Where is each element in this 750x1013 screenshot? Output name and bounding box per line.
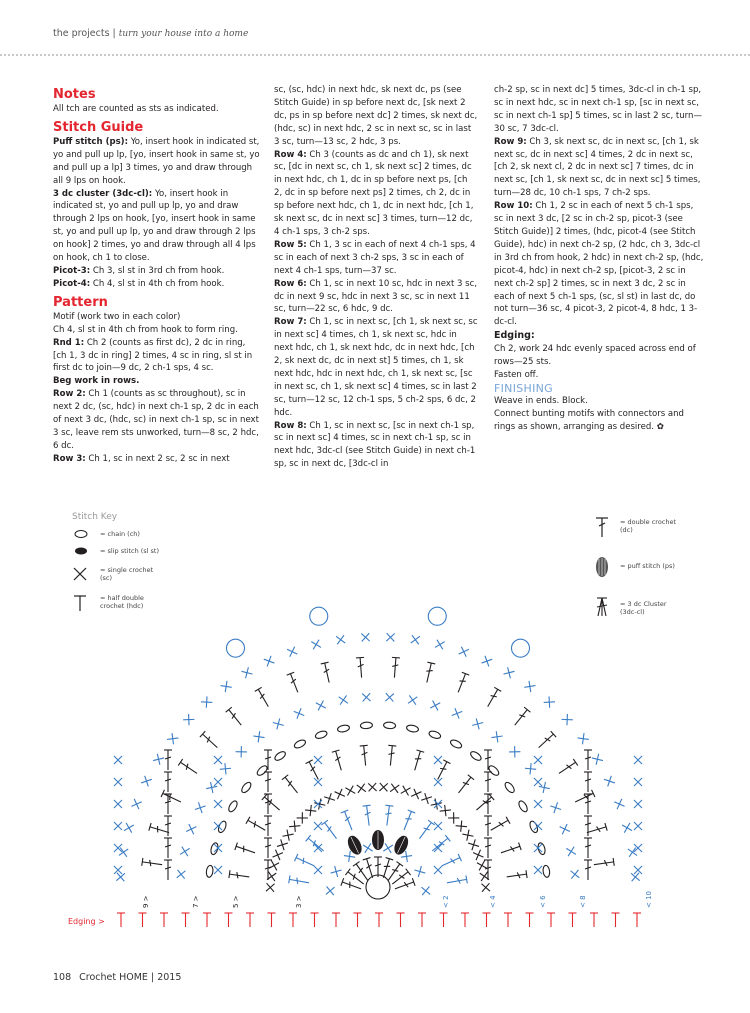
- row-10: Row 10: Ch 1, 2 sc in each of next 5 ch-1 sps, sc in next 3 dc, [2 sc in ch-2 sp, picot-3 (see Stitch Guide)] 2 times, (hdc, picot-4 (see Stitch Guide), hdc) in next ch-2 sp, (2 hdc, ch 3, 3dc-cl in 3rd ch from hook, 2 hdc) in next ch-2 sp, (hdc, picot-4, hdc) in next ch-2 sp, [picot-3, 2 sc in next ch-2 sp] 2 times, sc in next 3 dc, 2 sc in each of next 5 ch-1 sps, (sc, sl st) in last dc, do not turn—36 sc, 4 picot-3, 2 picot-4, 8 hdc, 1 3-dc-cl.: [494, 201, 704, 328]
- header-tagline: turn your house into a home: [118, 29, 249, 39]
- hdc-mark: [225, 913, 233, 927]
- ch-mark: [314, 730, 327, 740]
- sc-mark: [472, 718, 483, 729]
- hdc-mark: [375, 913, 383, 927]
- ch-mark: [240, 781, 253, 794]
- hdc-mark: [483, 913, 491, 927]
- row-label: 5 >: [232, 895, 240, 908]
- sc-mark: [550, 802, 561, 813]
- sc-mark: [201, 696, 212, 707]
- header-separator: |: [112, 28, 116, 39]
- hdc-mark: [418, 913, 426, 927]
- picot-mark: [310, 607, 328, 625]
- sc-mark: [357, 784, 366, 793]
- sc-mark: [430, 700, 440, 710]
- hdc-mark: [547, 913, 555, 927]
- dc-mark: [282, 775, 301, 796]
- sc-mark: [431, 799, 442, 810]
- ch-mark: [256, 764, 269, 777]
- sc-mark: [473, 850, 483, 860]
- sc-mark: [634, 778, 642, 786]
- dc-mark: [584, 838, 592, 858]
- sc-mark: [452, 708, 463, 719]
- sc-mark: [114, 822, 122, 830]
- sc-mark: [277, 839, 288, 850]
- dc-mark: [446, 875, 467, 886]
- ch-mark: [449, 738, 463, 749]
- sc-mark: [634, 756, 642, 764]
- guide-picot3: Picot-3: Ch 3, sl st in 3rd ch from hook.: [53, 265, 225, 276]
- row-4: Row 4: Ch 3 (counts as dc and ch 1), sk next sc, [dc in next sc, ch 1, sk next sc] 2 times, dc in next hdc, ch 1, dc in sp before next ps, [ch 2, dc in sp before next ps] 2 times, ch 2, dc in sp before next hdc, ch 1, dc in next hdc, [ch 1, sk next sc, dc in next sc] 3 times, turn—12 dc, 4 ch-1 sps, 3 ch-2 sps.: [274, 149, 474, 237]
- sc-mark: [220, 763, 231, 774]
- dc-mark: [229, 870, 250, 881]
- sc-mark: [560, 824, 570, 834]
- sc-mark: [124, 823, 134, 833]
- dc-mark: [341, 810, 356, 832]
- dc-mark: [164, 860, 172, 880]
- pattern-intro: Motif (work two in each color): [53, 311, 181, 322]
- dc-mark: [500, 843, 522, 857]
- sc-mark: [339, 695, 348, 704]
- row-8-cont: ch-2 sp, sc in next dc] 5 times, 3dc-cl in ch-1 sp, sc in next hdc, sc in next ch-1 sp, [sc in next sc, sc in next ch-1 sp] 5 times, sc in last 2 sc, turn—30 sc, 7 3dc-cl.: [494, 85, 703, 134]
- sc-mark: [195, 802, 206, 813]
- sc-mark: [435, 640, 445, 650]
- key-chain: = chain (ch): [100, 530, 140, 538]
- dc-mark: [289, 875, 310, 886]
- sc-mark: [221, 681, 232, 692]
- key-slip: = slip stitch (sl st): [100, 547, 159, 555]
- dc-mark: [264, 772, 272, 792]
- sc-mark: [114, 778, 122, 786]
- dc-mark: [484, 687, 501, 708]
- row-9: Row 9: Ch 3, sk next sc, dc in next sc, [ch 1, sk next sc, dc in next sc] 4 times, 2 dc in next sc, [ch 2, sk next cl, 2 dc in next sc] 7 times, dc in next sc, [ch 1, sk next sc, dc in next sc] 5 times, turn—28 dc, 10 ch-1 sps, 7 ch-2 sps.: [494, 136, 701, 199]
- dc-mark: [430, 835, 451, 854]
- sc-mark: [614, 799, 624, 809]
- text-column-2: [274, 84, 478, 471]
- key-sc: = single crochet (sc): [100, 566, 160, 582]
- sc-mark: [534, 800, 542, 808]
- sc-mark: [434, 822, 442, 830]
- sc-mark: [592, 754, 603, 765]
- ch-mark: [227, 800, 239, 814]
- center-ring: [366, 875, 390, 899]
- dc-mark: [386, 745, 396, 766]
- sc-mark: [534, 778, 542, 786]
- sc-mark: [289, 821, 300, 832]
- hdc-mark: [633, 913, 641, 927]
- sc-mark: [534, 866, 542, 874]
- hdc-mark: [569, 913, 577, 927]
- ch-mark: [487, 764, 500, 777]
- dc-mark: [246, 817, 267, 834]
- sc-mark: [491, 731, 502, 742]
- sc-mark: [534, 756, 542, 764]
- row-label: < 4: [489, 895, 497, 908]
- stitch-key-title: Stitch Key: [72, 512, 118, 522]
- dc-mark: [573, 790, 595, 806]
- sc-mark: [566, 847, 576, 857]
- sc-mark: [468, 839, 479, 850]
- sc-mark: [504, 667, 515, 678]
- sc-mark: [153, 754, 164, 765]
- sc-mark: [434, 866, 442, 874]
- dc-mark: [383, 805, 393, 826]
- sc-mark: [411, 635, 420, 644]
- footer-separator: |: [150, 972, 155, 983]
- ps-mark: [372, 830, 384, 850]
- sc-mark: [411, 789, 421, 799]
- rnd-1: Rnd 1: Ch 2 (counts as first dc), 2 dc in ring, [ch 1, 3 dc in ring] 2 times, 4 sc in ring, sl st in first dc to join—9 dc, 2 ch-1 sps, 4 sc.: [53, 337, 253, 374]
- dc-mark: [306, 760, 322, 781]
- ch-mark: [273, 750, 286, 762]
- hdc-mark: [246, 913, 254, 927]
- sc-mark: [368, 783, 376, 791]
- dc-mark: [356, 657, 365, 678]
- sc-mark: [634, 822, 642, 830]
- dc-mark: [584, 750, 592, 770]
- sc-mark: [421, 886, 430, 895]
- sc-mark: [167, 733, 178, 744]
- dc-mark: [142, 858, 163, 869]
- picot-mark: [227, 639, 245, 657]
- sc-mark: [524, 681, 535, 692]
- dc-mark: [287, 672, 302, 694]
- sc-mark: [214, 800, 222, 808]
- sc-mark: [448, 812, 459, 823]
- sc-mark: [294, 708, 305, 719]
- dc-mark: [235, 843, 257, 857]
- row-6: Row 6: Ch 1, sc in next 10 sc, hdc in next 3 sc, dc in next 9 sc, hdc in next 3 sc, sc in next 11 sc, turn—22 sc, 6 hdc, 9 dc.: [274, 278, 478, 315]
- sc-mark: [177, 870, 186, 879]
- finishing-2: Connect bunting motifs with connectors and rings as shown, arranging as desired. ✿: [494, 408, 684, 432]
- guide-puff: Puff stitch (ps): Yo, insert hook in indicated st, yo and pull up lp, [yo, insert hook in same st, yo and pull up a lp] 3 times, yo and draw through all 9 lps on hook.: [53, 136, 260, 186]
- hdc-mark: [612, 913, 620, 927]
- dc-mark: [164, 772, 172, 792]
- sc-mark: [525, 763, 536, 774]
- publication-name: Crochet HOME: [79, 972, 148, 983]
- dc-mark: [149, 823, 170, 836]
- sc-mark: [482, 656, 493, 667]
- row-5: Row 5: Ch 1, 3 sc in each of next 4 ch-1 sps, 4 sc in each of next 3 ch-2 sps, 3 sc in each of next 4 ch-1 sps, turn—37 sc.: [274, 239, 476, 276]
- hdc-mark: [268, 913, 276, 927]
- dc-mark: [536, 731, 556, 750]
- picot-mark: [512, 639, 530, 657]
- sc-mark: [456, 821, 467, 832]
- dc-mark: [264, 838, 272, 858]
- hdc-mark: [139, 913, 147, 927]
- page-footer: [53, 972, 181, 983]
- row-3: Row 3: Ch 1, sc in next 2 sc, 2 sc in next: [53, 453, 230, 464]
- dc-mark: [164, 816, 172, 836]
- hdc-mark: [182, 913, 190, 927]
- sc-mark: [628, 848, 637, 857]
- row-8: Row 8: Ch 1, sc in next sc, [sc in next ch-1 sp, sc in next sc] 4 times, sc in next ch-1 sp, sc in next hdc, 3dc-cl (see Stitch Guide) in next ch-1 sp, sc in next dc, [3dc-cl in: [274, 420, 476, 470]
- ch-mark: [517, 800, 529, 814]
- hdc-mark: [397, 913, 405, 927]
- stitch-guide-heading: Stitch Guide: [53, 119, 144, 135]
- dc-mark: [489, 817, 510, 834]
- hdc-mark: [461, 913, 469, 927]
- dc-mark: [161, 790, 183, 806]
- sc-mark: [186, 824, 196, 834]
- notes-text: All tch are counted as sts as indicated.: [53, 104, 219, 114]
- dc-mark: [484, 750, 492, 770]
- end-mark-icon: ✿: [656, 421, 664, 432]
- dc-mark: [484, 838, 492, 858]
- dc-mark: [557, 759, 578, 777]
- pattern-heading: Pattern: [53, 294, 108, 310]
- sc-mark: [481, 883, 490, 892]
- hdc-mark: [590, 913, 598, 927]
- sc-mark: [316, 700, 326, 710]
- ch-mark: [428, 730, 441, 740]
- dc-mark: [454, 672, 469, 694]
- dc-mark: [264, 816, 272, 836]
- dc-mark: [306, 835, 327, 854]
- sc-mark: [114, 800, 122, 808]
- chart-marks: [114, 607, 642, 927]
- dc-mark: [411, 750, 424, 771]
- dc-mark: [200, 731, 220, 750]
- row-labels: [142, 891, 653, 908]
- sc-mark: [401, 786, 411, 796]
- sc-mark: [631, 873, 640, 882]
- dc-mark: [584, 860, 592, 880]
- dc-mark: [484, 772, 492, 792]
- ch-mark: [293, 738, 307, 749]
- ch-mark: [360, 722, 372, 729]
- key-hdc: = half double crochet (hdc): [100, 594, 160, 610]
- finishing-heading: FINISHING: [494, 381, 553, 395]
- row-label: < 6: [539, 895, 547, 908]
- sc-mark: [141, 776, 152, 787]
- hdc-mark: [332, 913, 340, 927]
- ch-mark: [206, 865, 214, 878]
- sc-mark: [114, 756, 122, 764]
- ps-mark: [392, 834, 411, 857]
- sc-mark: [331, 866, 342, 877]
- sc-mark: [379, 783, 387, 791]
- sc-mark: [314, 756, 322, 764]
- dc-mark: [294, 854, 316, 870]
- sc-mark: [273, 850, 283, 860]
- sc-mark: [314, 822, 322, 830]
- sc-mark: [434, 756, 442, 764]
- sc-mark: [421, 793, 432, 804]
- sc-mark: [462, 830, 473, 841]
- picot-mark: [428, 607, 446, 625]
- publication-year: 2015: [157, 972, 182, 983]
- dc-mark: [455, 775, 474, 796]
- sc-mark: [180, 847, 190, 857]
- sc-mark: [385, 693, 393, 701]
- sc-mark: [544, 696, 555, 707]
- ch-mark: [503, 781, 516, 794]
- sc-mark: [383, 843, 393, 853]
- sc-mark: [571, 870, 580, 879]
- sc-mark: [214, 778, 222, 786]
- sc-mark: [183, 714, 194, 725]
- hdc-mark: [117, 913, 125, 927]
- dc-mark: [178, 759, 199, 777]
- hdc-mark: [289, 913, 297, 927]
- sc-mark: [273, 718, 284, 729]
- text-column-3: [494, 84, 704, 434]
- sc-mark: [386, 633, 394, 641]
- ps-mark: [345, 834, 364, 857]
- dc-mark: [584, 772, 592, 792]
- ch-mark: [469, 750, 482, 762]
- dc-mark: [390, 657, 399, 678]
- hdc-mark: [311, 913, 319, 927]
- key-cluster: = 3 dc Cluster (3dc-cl): [620, 600, 680, 616]
- dotted-divider: [0, 54, 750, 56]
- dc-mark: [512, 707, 531, 728]
- dc-mark: [164, 750, 172, 770]
- dc-mark: [400, 810, 415, 832]
- row-7: Row 7: Ch 1, sc in next sc, [ch 1, sk next sc, sc in next sc] 4 times, ch 1, sk next sc, hdc in next hdc, ch 1, sk next hdc, dc in next hdc, [ch 2, sk next dc, dc in next st] 5 times, ch 1, sk next hdc, hdc in next hdc, ch 1, sk next sc, [sc in next sc, ch 1, sk next sc] 4 times, sc in last 2 sc, turn—12 sc, 12 ch-1 sps, 5 ch-2 sps, 6 dc, 2 hdc.: [274, 317, 478, 418]
- beg-rows: Beg work in rows.: [53, 376, 140, 387]
- sc-mark: [116, 873, 125, 882]
- dc-mark: [164, 838, 172, 858]
- section-name: the projects: [53, 28, 110, 39]
- sc-mark: [314, 866, 322, 874]
- sc-mark: [362, 693, 370, 701]
- sc-mark: [604, 776, 615, 787]
- sc-mark: [311, 640, 321, 650]
- crochet-chart: [53, 500, 703, 950]
- hdc-mark: [203, 913, 211, 927]
- row-label: 9 >: [142, 895, 150, 908]
- sc-mark: [578, 733, 589, 744]
- sc-mark: [361, 633, 369, 641]
- sc-mark: [214, 866, 222, 874]
- dc-mark: [360, 745, 370, 766]
- dc-mark: [374, 857, 382, 877]
- ch-mark: [337, 724, 350, 733]
- pattern-ch4: Ch 4, sl st in 4th ch from hook to form ring.: [53, 324, 238, 335]
- edging-text: Ch 2, work 24 hdc evenly spaced across end of rows—25 sts.: [494, 344, 696, 368]
- dc-mark: [506, 870, 527, 881]
- row-label: < 10: [645, 891, 653, 908]
- dc-mark: [593, 858, 614, 869]
- dc-mark: [484, 816, 492, 836]
- row-label: 3 >: [295, 895, 303, 908]
- sc-mark: [236, 746, 247, 757]
- sc-mark: [390, 784, 399, 793]
- sc-mark: [253, 731, 264, 742]
- page-number: 108: [53, 972, 72, 983]
- sc-mark: [408, 695, 417, 704]
- guide-picot4: Picot-4: Ch 4, sl st in 4th ch from hook.: [53, 278, 225, 289]
- sc-mark: [335, 789, 345, 799]
- dc-mark: [363, 805, 373, 826]
- sc-mark: [326, 886, 335, 895]
- dc-mark: [321, 820, 339, 841]
- ch-mark: [406, 724, 419, 733]
- row-2: Row 2: Ch 1 (counts as sc throughout), sc in next 2 dc, (sc, hdc) in next ch-1 sp, 2 dc in each of next 3 dc, (hdc, sc) in next ch-1 sp, sc in next 3 sc, leave rem sts unworked, turn—8 sc, 2 hdc, 6 dc.: [53, 389, 259, 451]
- dc-mark: [226, 707, 245, 728]
- guide-cluster: 3 dc cluster (3dc-cl): Yo, insert hook in indicated st, yo and pull up lp, yo and draw through 2 lps on hook, [yo, insert hook in same st, yo and pull up lp, yo and draw through 2 lps on hook] 2 times, yo and draw through all 4 lps on hook, ch 1 to close.: [53, 188, 256, 264]
- key-dc: = double crochet (dc): [620, 518, 690, 534]
- sc-mark: [634, 866, 642, 874]
- running-header: [53, 28, 248, 39]
- sc-mark: [324, 793, 335, 804]
- sc-mark: [634, 800, 642, 808]
- hdc-mark: [354, 913, 362, 927]
- dc-mark: [586, 823, 607, 836]
- dc-mark: [255, 687, 272, 708]
- hdc-mark: [440, 913, 448, 927]
- ch-mark: [383, 722, 395, 729]
- row-3-cont: sc, (sc, hdc) in next hdc, sk next dc, ps (see Stitch Guide) in sp before next dc, [sk next 2 dc, ps in sp before next dc] 2 times, sk next dc, (hdc, sc) in next hdc, 2 sc in next sc, sc in last 3 sc, turn—13 sc, 2 hdc, 3 ps.: [274, 85, 478, 147]
- edging-heading: Edging:: [494, 330, 535, 342]
- fasten-off: Fasten off.: [494, 370, 539, 381]
- sc-mark: [414, 866, 425, 877]
- dc-mark: [474, 794, 494, 813]
- dc-mark: [332, 750, 345, 771]
- sc-mark: [314, 799, 325, 810]
- sc-mark: [562, 714, 573, 725]
- sc-mark: [622, 823, 632, 833]
- dc-mark: [262, 794, 282, 813]
- sc-mark: [131, 799, 141, 809]
- sc-mark: [459, 647, 469, 657]
- sc-mark: [242, 667, 253, 678]
- sc-mark: [266, 883, 275, 892]
- text-column-1: [53, 86, 261, 466]
- sc-mark: [119, 848, 128, 857]
- sc-mark: [264, 656, 275, 667]
- hdc-mark: [526, 913, 534, 927]
- sc-mark: [336, 635, 345, 644]
- row-label: < 8: [579, 895, 587, 908]
- row-label: 7 >: [192, 895, 200, 908]
- dc-mark: [321, 662, 333, 683]
- sc-mark: [269, 861, 279, 871]
- dc-mark: [584, 816, 592, 836]
- sc-mark: [283, 830, 294, 841]
- sc-mark: [214, 756, 222, 764]
- sc-mark: [297, 812, 308, 823]
- sc-mark: [114, 866, 122, 874]
- dc-mark: [416, 820, 434, 841]
- dc-mark: [440, 854, 462, 870]
- row-label: < 2: [442, 895, 450, 908]
- edging-label: Edging >: [68, 917, 105, 926]
- notes-heading: Notes: [53, 87, 96, 102]
- sc-mark: [509, 746, 520, 757]
- dc-mark: [264, 750, 272, 770]
- sc-mark: [363, 843, 373, 853]
- dc-mark: [423, 662, 435, 683]
- key-ps: = puff stitch (ps): [620, 562, 675, 570]
- sc-mark: [345, 786, 355, 796]
- dc-mark: [434, 760, 450, 781]
- sc-mark: [287, 647, 297, 657]
- ch-mark: [542, 865, 550, 878]
- finishing-1: Weave in ends. Block.: [494, 395, 588, 406]
- hdc-mark: [160, 913, 168, 927]
- hdc-mark: [504, 913, 512, 927]
